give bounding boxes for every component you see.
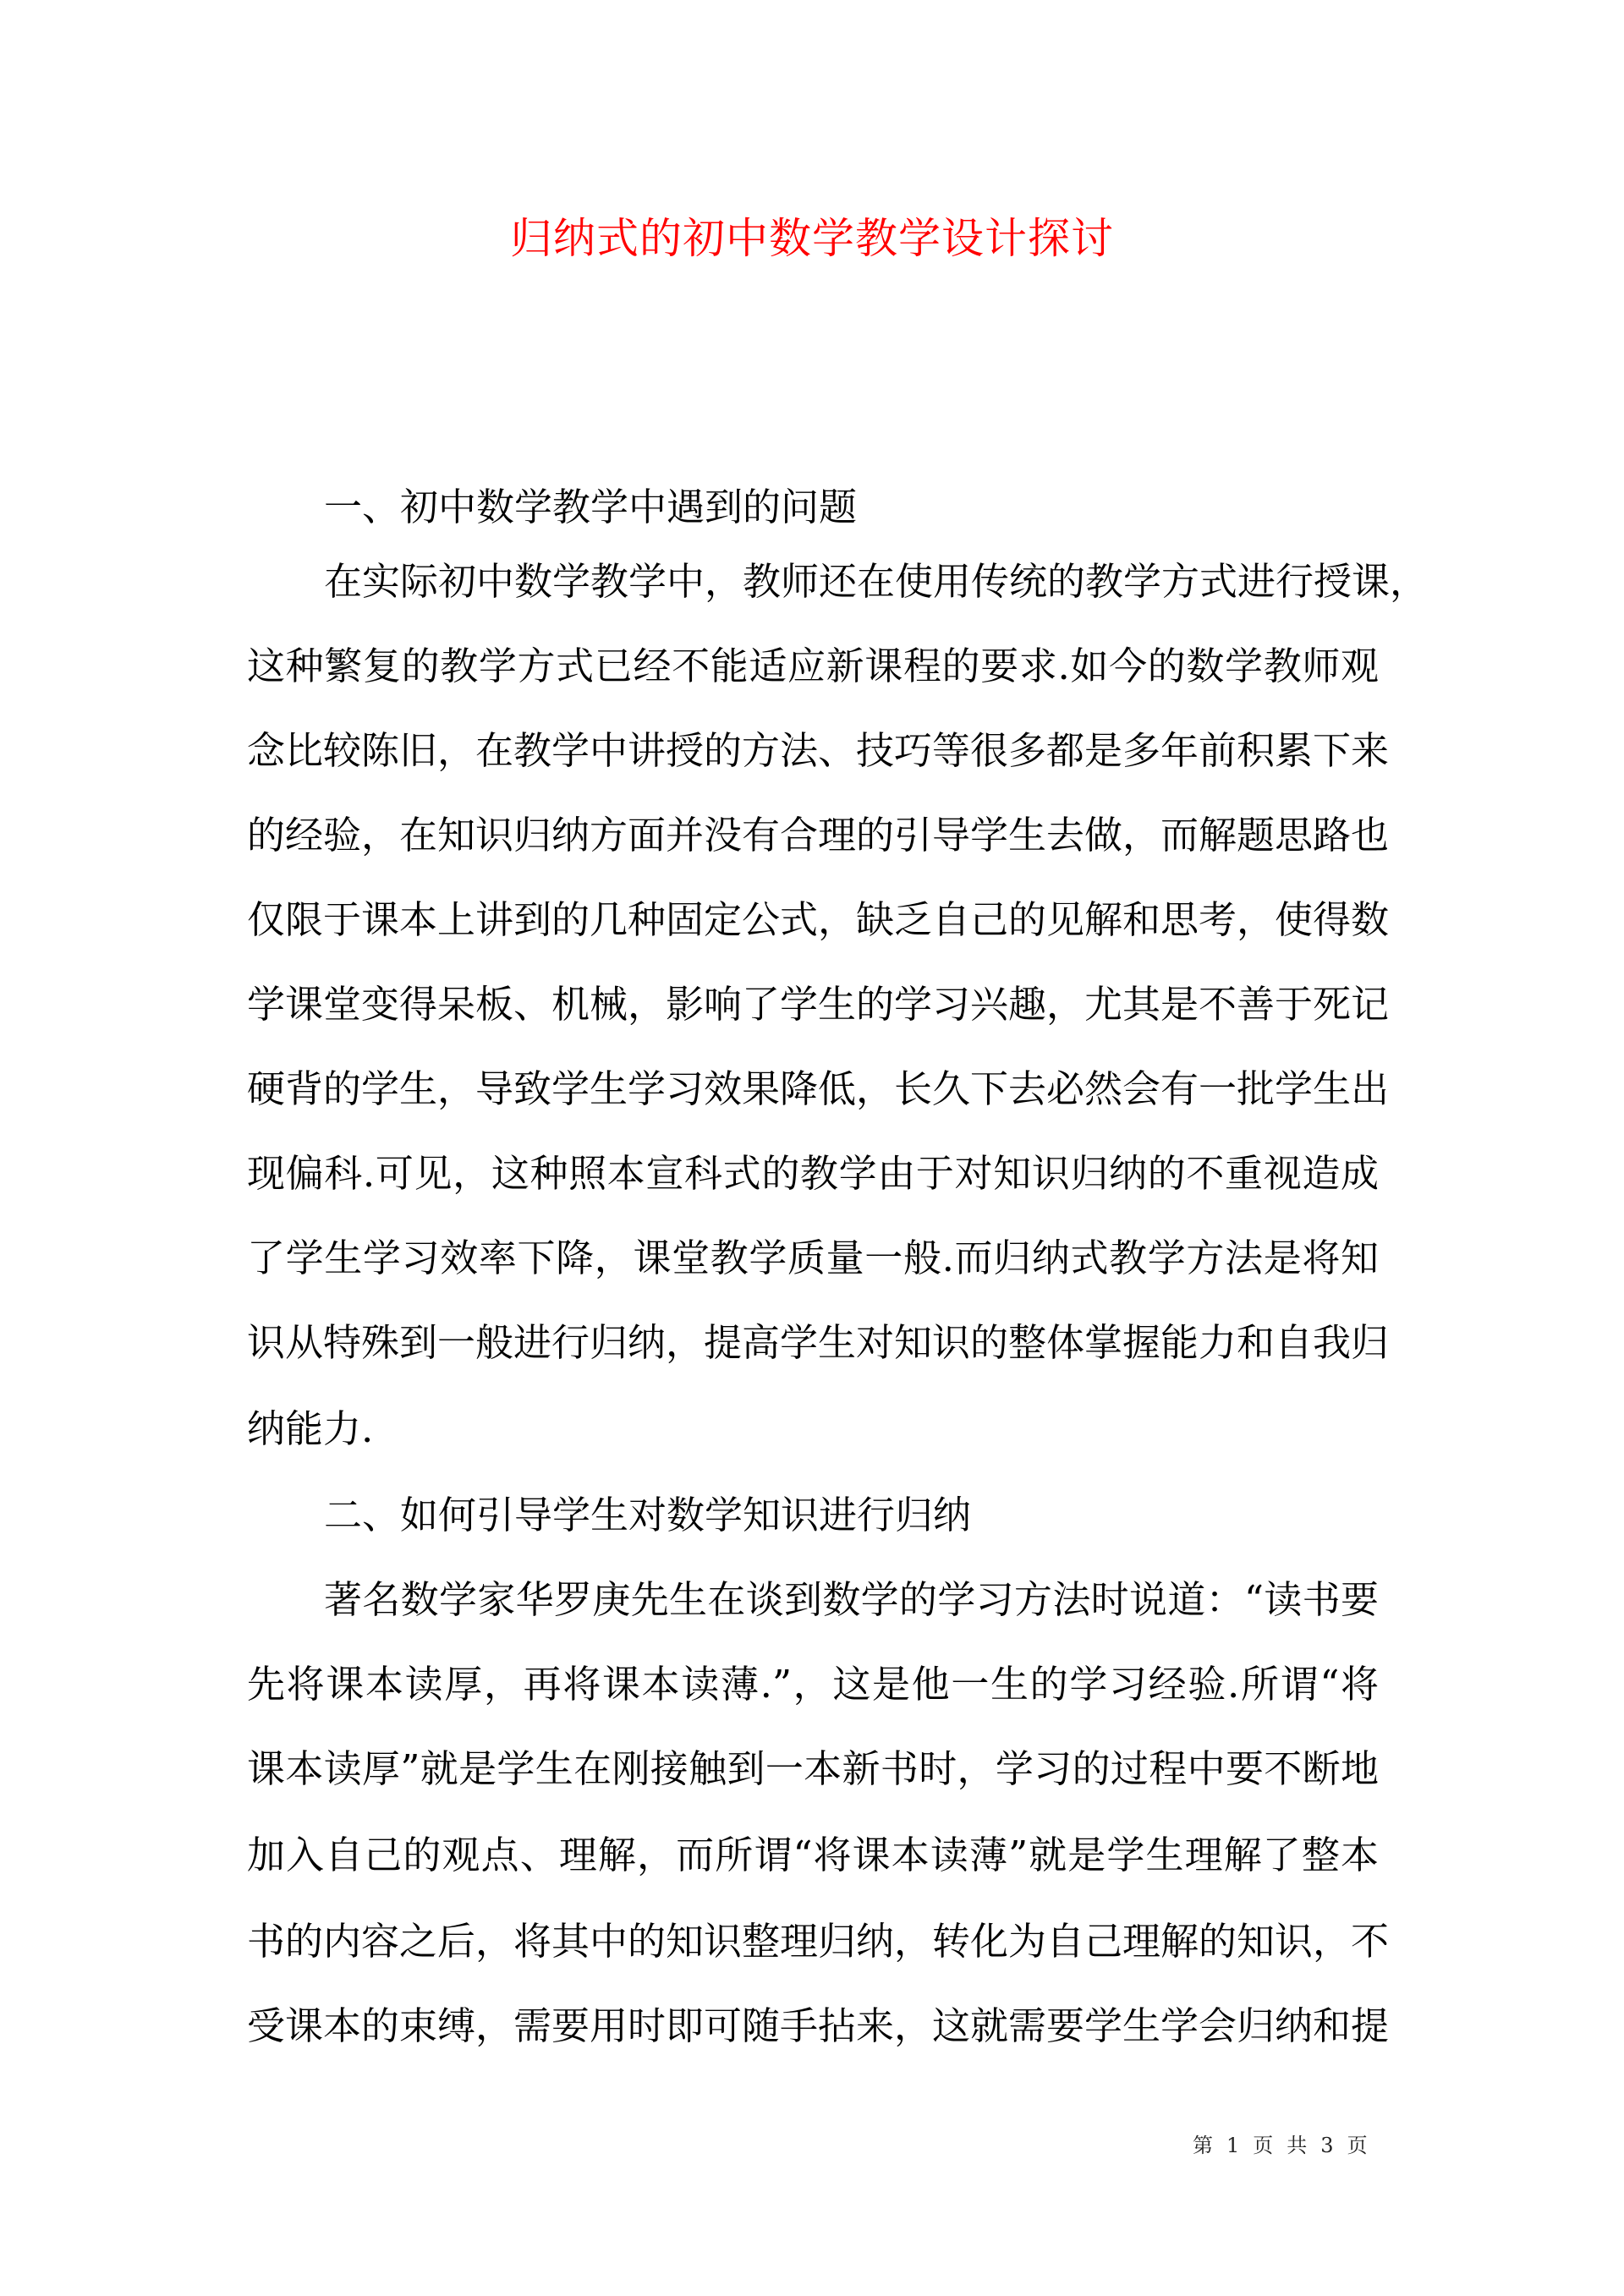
footer-page-prefix: 第 [1193, 2134, 1215, 2157]
footer-current-page: 1 [1226, 2134, 1242, 2157]
footer-total-label: 页 [1347, 2134, 1369, 2157]
paragraph-line: 了学生学习效率下降，课堂教学质量一般.而归纳式教学方法是将知 [247, 1236, 1379, 1280]
paragraph-line: 受课本的束缚，需要用时即可随手拈来，这就需要学生学会归纳和提 [247, 2003, 1390, 2048]
paragraph-line: 现偏科.可见，这种照本宣科式的教学由于对知识归纳的不重视造成 [247, 1151, 1379, 1196]
footer-total-pages: 3 [1320, 2134, 1336, 2157]
paragraph-line: 硬背的学生，导致学生学习效果降低，长久下去必然会有一批学生出 [247, 1066, 1390, 1111]
paragraph-line: 念比较陈旧，在教学中讲授的方法、技巧等很多都是多年前积累下来 [247, 728, 1390, 773]
paragraph-line: 的经验，在知识归纳方面并没有合理的引导学生去做，而解题思路也 [247, 813, 1390, 858]
paragraph-line: 纳能力. [247, 1406, 374, 1451]
paragraph-line: 书的内容之后，将其中的知识整理归纳，转化为自己理解的知识，不 [247, 1919, 1390, 1964]
section-heading: 二、如何引导学生对数学知识进行归纳 [324, 1493, 972, 1537]
paragraph-line: 这种繁复的教学方式已经不能适应新课程的要求.如今的数学教师观 [247, 644, 1379, 688]
paragraph-line: 在实际初中数学教学中，教师还在使用传统的教学方式进行授课， [324, 559, 1429, 604]
footer-page-label: 页 [1253, 2134, 1276, 2157]
paragraph-line: 著名数学家华罗庚先生在谈到数学的学习方法时说道：“读书要 [324, 1577, 1379, 1622]
section-heading: 一、初中数学教学中遇到的问题 [324, 485, 858, 529]
paragraph-line: 课本读厚”就是学生在刚接触到一本新书时，学习的过程中要不断地 [247, 1746, 1379, 1791]
document-title: 归纳式的初中数学教学设计探讨 [510, 214, 1114, 263]
footer-total-prefix: 共 [1287, 2134, 1309, 2157]
paragraph-line: 先将课本读厚，再将课本读薄.”，这是他一生的学习经验.所谓“将 [247, 1662, 1379, 1707]
paragraph-line: 学课堂变得呆板、机械，影响了学生的学习兴趣，尤其是不善于死记 [247, 982, 1390, 1027]
paragraph-line: 加入自己的观点、理解，而所谓“将课本读薄”就是学生理解了整本 [247, 1833, 1379, 1877]
paragraph-line: 识从特殊到一般进行归纳，提高学生对知识的整体掌握能力和自我归 [247, 1320, 1390, 1365]
paragraph-line: 仅限于课本上讲到的几种固定公式，缺乏自己的见解和思考，使得数 [247, 897, 1390, 942]
page-number-footer [1193, 2131, 1381, 2160]
